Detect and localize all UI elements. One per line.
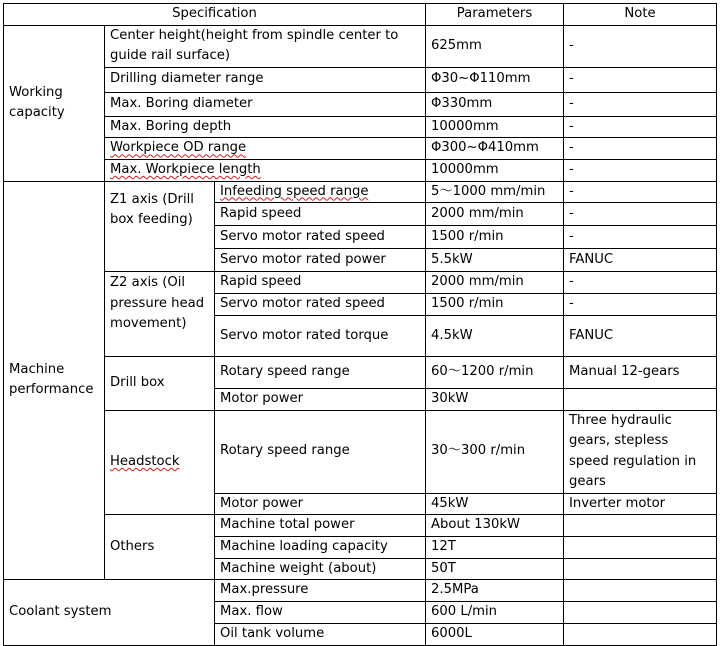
value-cell: 5～1000 mm/min bbox=[426, 181, 564, 203]
subgroup-text: Headstock bbox=[110, 454, 180, 469]
value-cell: Φ30~Φ110mm bbox=[426, 67, 564, 92]
value-cell: 5.5kW bbox=[426, 249, 564, 272]
specification-table bbox=[3, 3, 717, 646]
value-cell: 2000 mm/min bbox=[426, 272, 564, 294]
item-cell: Rapid speed bbox=[215, 203, 426, 226]
item-text: Max. Workpiece length bbox=[110, 162, 261, 177]
subgroup-headstock bbox=[105, 410, 215, 515]
item-cell: Oil tank volume bbox=[215, 623, 426, 645]
item-cell bbox=[105, 138, 426, 160]
value-cell: 600 L/min bbox=[426, 602, 564, 624]
note-cell bbox=[564, 558, 717, 580]
note-cell: - bbox=[564, 226, 717, 249]
note-cell: - bbox=[564, 203, 717, 226]
item-cell: Servo motor rated torque bbox=[215, 316, 426, 357]
table-row bbox=[4, 25, 717, 67]
item-cell: Rotary speed range bbox=[215, 357, 426, 389]
value-cell: 1500 r/min bbox=[426, 294, 564, 316]
value-cell: 12T bbox=[426, 537, 564, 559]
note-cell: Inverter motor bbox=[564, 493, 717, 515]
value-cell: Φ330mm bbox=[426, 92, 564, 116]
note-cell bbox=[564, 515, 717, 537]
note-cell: - bbox=[564, 116, 717, 138]
note-cell: FANUC bbox=[564, 316, 717, 357]
item-text: Infeeding speed range bbox=[220, 183, 369, 199]
note-cell: - bbox=[564, 138, 717, 160]
value-cell: 10000mm bbox=[426, 160, 564, 182]
header-specification: Specification bbox=[4, 4, 426, 26]
note-cell: Three hydraulic gears, stepless speed regulation in gears bbox=[564, 410, 717, 493]
value-cell: 625mm bbox=[426, 25, 564, 67]
header-row bbox=[4, 4, 717, 26]
item-cell: Max. Boring diameter bbox=[105, 92, 426, 116]
subgroup-z1-axis: Z1 axis (Drill box feeding) bbox=[105, 181, 215, 272]
note-cell: - bbox=[564, 294, 717, 316]
table-row bbox=[4, 272, 717, 294]
value-cell: 1500 r/min bbox=[426, 226, 564, 249]
note-cell: - bbox=[564, 25, 717, 67]
item-cell: Machine total power bbox=[215, 515, 426, 537]
value-cell: Φ300~Φ410mm bbox=[426, 138, 564, 160]
header-note: Note bbox=[564, 4, 717, 26]
item-cell: Servo motor rated speed bbox=[215, 226, 426, 249]
note-cell: - bbox=[564, 92, 717, 116]
value-cell: 50T bbox=[426, 558, 564, 580]
note-cell bbox=[564, 623, 717, 645]
item-cell: Max. Boring depth bbox=[105, 116, 426, 138]
item-cell: Motor power bbox=[215, 389, 426, 411]
value-cell: 30～300 r/min bbox=[426, 410, 564, 493]
group-working-capacity: Working capacity bbox=[4, 25, 105, 181]
table-row bbox=[4, 515, 717, 537]
item-cell bbox=[105, 160, 426, 182]
note-cell bbox=[564, 602, 717, 624]
value-cell: 10000mm bbox=[426, 116, 564, 138]
note-cell: - bbox=[564, 272, 717, 294]
item-cell: Center height(height from spindle center to guide rail surface) bbox=[105, 25, 426, 67]
item-cell bbox=[215, 181, 426, 203]
note-cell: - bbox=[564, 181, 717, 203]
group-machine-performance: Machine performance bbox=[4, 181, 105, 580]
value-cell: 2000 mm/min bbox=[426, 203, 564, 226]
table-row bbox=[4, 92, 717, 116]
subgroup-others: Others bbox=[105, 515, 215, 580]
item-cell: Rapid speed bbox=[215, 272, 426, 294]
table-row bbox=[4, 357, 717, 389]
note-cell bbox=[564, 580, 717, 602]
item-cell: Max.pressure bbox=[215, 580, 426, 602]
table-row bbox=[4, 67, 717, 92]
value-cell: 45kW bbox=[426, 493, 564, 515]
value-cell: 6000L bbox=[426, 623, 564, 645]
item-cell: Motor power bbox=[215, 493, 426, 515]
value-cell: 2.5MPa bbox=[426, 580, 564, 602]
subgroup-z2-axis: Z2 axis (Oil pressure head movement) bbox=[105, 272, 215, 357]
item-cell: Drilling diameter range bbox=[105, 67, 426, 92]
table-row bbox=[4, 181, 717, 203]
item-text: Workpiece OD range bbox=[110, 140, 247, 156]
note-cell: - bbox=[564, 67, 717, 92]
item-cell: Machine weight (about) bbox=[215, 558, 426, 580]
subgroup-drill-box: Drill box bbox=[105, 357, 215, 411]
header-parameters: Parameters bbox=[426, 4, 564, 26]
table-row bbox=[4, 160, 717, 182]
note-cell bbox=[564, 537, 717, 559]
group-coolant-system: Coolant system bbox=[4, 580, 215, 646]
note-cell: - bbox=[564, 160, 717, 182]
table-row bbox=[4, 580, 717, 602]
note-cell: FANUC bbox=[564, 249, 717, 272]
item-cell: Max. flow bbox=[215, 602, 426, 624]
table-row bbox=[4, 116, 717, 138]
value-cell: About 130kW bbox=[426, 515, 564, 537]
table-row bbox=[4, 138, 717, 160]
note-cell: Manual 12-gears bbox=[564, 357, 717, 389]
table-row bbox=[4, 410, 717, 493]
value-cell: 60～1200 r/min bbox=[426, 357, 564, 389]
note-cell bbox=[564, 389, 717, 411]
item-cell: Servo motor rated speed bbox=[215, 294, 426, 316]
value-cell: 4.5kW bbox=[426, 316, 564, 357]
item-cell: Rotary speed range bbox=[215, 410, 426, 493]
item-cell: Machine loading capacity bbox=[215, 537, 426, 559]
value-cell: 30kW bbox=[426, 389, 564, 411]
item-cell: Servo motor rated power bbox=[215, 249, 426, 272]
